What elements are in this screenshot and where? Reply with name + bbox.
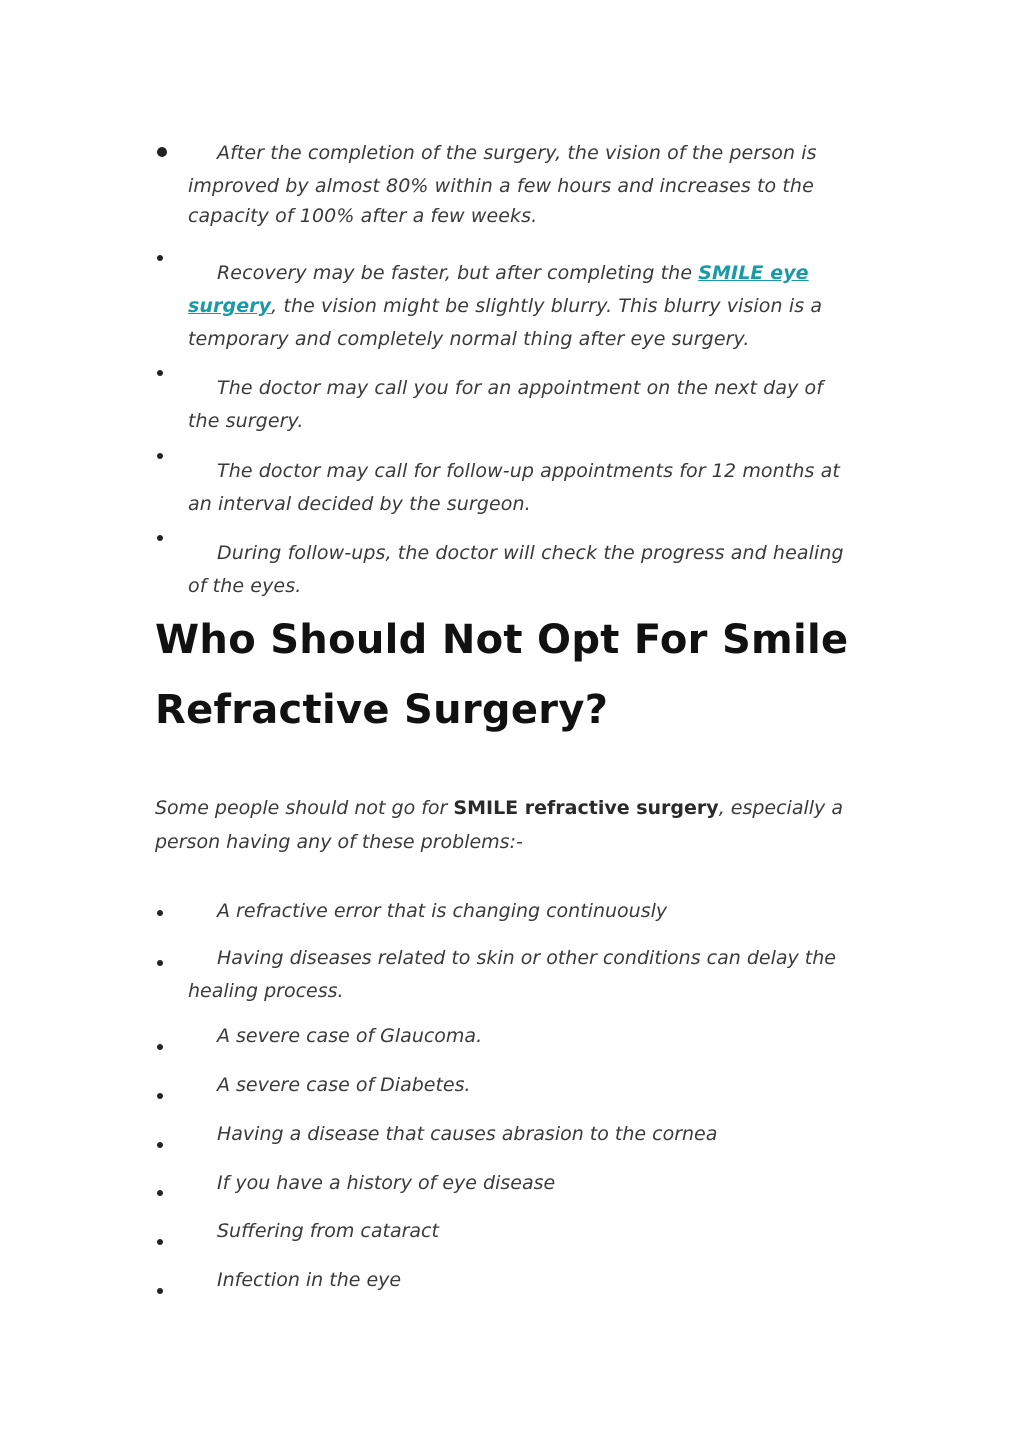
list-item-text: During follow-ups, the doctor will check the progress and healing [217,542,844,564]
bullet [157,453,163,459]
intro-text: , especially a [718,797,843,819]
list-item [188,537,868,603]
bullet [157,1288,163,1294]
bullet [157,370,163,376]
bullet [157,960,163,966]
bullet [157,147,167,157]
list-item-text: Having diseases related to skin or other conditions can delay the [217,947,836,969]
section-heading [155,605,875,745]
list-item-text: the surgery. [188,410,304,432]
intro-paragraph [155,791,855,859]
list-item-text: The doctor may call for follow-up appointments for 12 months at [217,460,840,482]
list-item-text: improved by almost 80% within a few hours and increases to the [188,175,814,197]
list-item-text: A refractive error that is changing continuously [217,900,668,922]
list-item-text: Suffering from cataract [217,1220,439,1242]
list-item [217,1264,867,1297]
list-item-text: of the eyes. [188,575,302,597]
intro-text: Some people should not go for [155,797,454,819]
list-item-text: After the completion of the surgery, the vision of the person is [217,142,817,164]
list-item [217,1167,867,1200]
list-item-text: The doctor may call you for an appointment on the next day of [217,377,824,399]
list-item [217,1069,867,1102]
list-item-text: temporary and completely normal thing after eye surgery. [188,328,750,350]
intro-text: person having any of these problems:- [155,831,523,853]
bullet [157,1044,163,1050]
heading-line: Refractive Surgery? [155,687,609,733]
list-item-text: If you have a history of eye disease [217,1172,556,1194]
bullet [157,255,163,261]
list-item-text: A severe case of Diabetes. [217,1074,471,1096]
list-item [188,942,868,1008]
list-item-text: an interval decided by the surgeon. [188,493,531,515]
list-item-text: healing process. [188,980,344,1002]
list-item [217,1118,867,1151]
list-item-text: A severe case of Glaucoma. [217,1025,483,1047]
list-item [188,137,868,236]
bullet [157,535,163,541]
bullet [157,1239,163,1245]
list-item-text: Having a disease that causes abrasion to the cornea [217,1123,718,1145]
smile-eye-surgery-link-continued[interactable]: surgery [188,295,272,317]
bullet [157,1190,163,1196]
bullet [157,1142,163,1148]
list-item [217,1215,867,1248]
list-item-text: capacity of 100% after a few weeks. [188,205,538,227]
heading-line: Who Should Not Opt For Smile [155,617,849,663]
list-item [188,372,868,438]
bullet [157,910,163,916]
list-item [188,257,868,356]
list-item [188,455,868,521]
bullet [157,1093,163,1099]
list-item [217,1020,867,1053]
intro-bold-text: SMILE refractive surgery [453,797,719,819]
list-item-text: Recovery may be faster, but after completing the [217,262,699,284]
list-item-text: Infection in the eye [217,1269,402,1291]
list-item-text: , the vision might be slightly blurry. This blurry vision is a [271,295,823,317]
list-item [217,895,867,928]
smile-eye-surgery-link[interactable]: SMILE eye [698,262,809,284]
